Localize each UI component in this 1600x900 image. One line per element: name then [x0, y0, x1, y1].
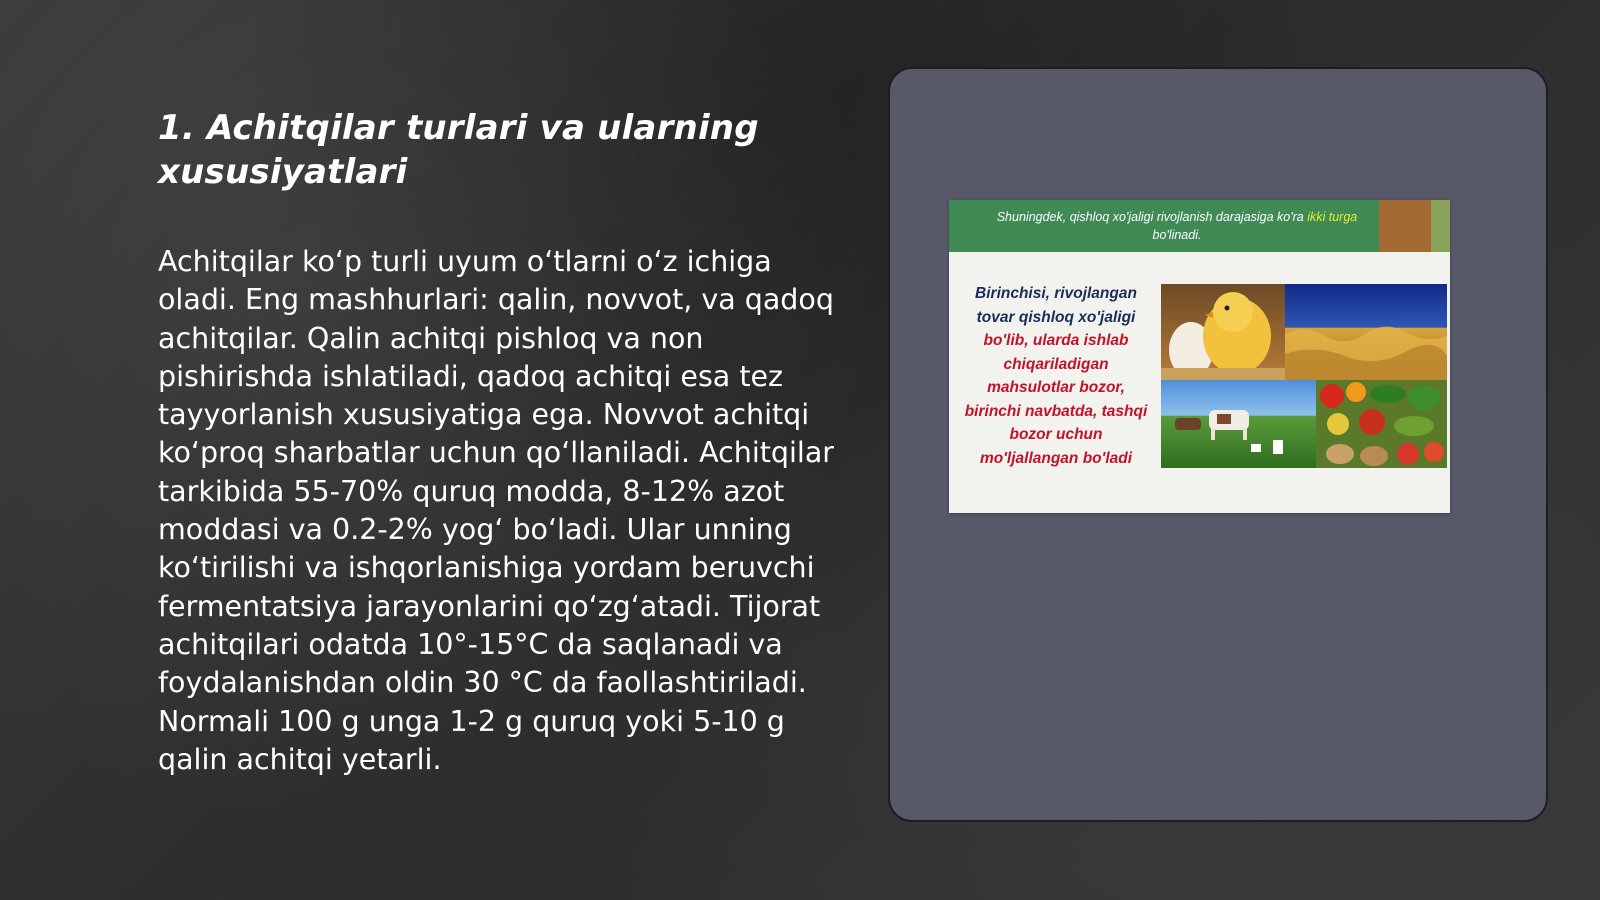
embedded-text-navy: Birinchisi, rivojlangan tovar qishloq xo'jaligi	[975, 285, 1137, 326]
embedded-header-highlight: ikki turga	[1307, 210, 1358, 224]
embedded-header-text-end: bo'linadi.	[1152, 228, 1202, 242]
embedded-header-text: Shuningdek, qishloq xo'jaligi rivojlanish darajasiga ko'ra	[996, 210, 1308, 224]
header-brown-block	[1379, 200, 1431, 252]
chick-photo	[1161, 284, 1285, 380]
embedded-text-red: bo'lib, ularda ishlab chiqariladigan mahsulotlar bozor, birinchi navbatda, tashqi bozor uchun mo'ljallangan bo'ladi	[964, 332, 1148, 467]
cows-pasture-photo	[1161, 380, 1316, 468]
embedded-slide-image	[949, 200, 1450, 513]
slide-body-text: Achitqilar ko‘p turli uyum o‘tlarni o‘z ichiga oladi. Eng mashhurlari: qalin, novvot, va qadoq achitqilar. Qalin achitqi pishloq va non pishirishda ishlatiladi, qadoq achitqi esa tez tayyorlanish xususiyatiga ega. Novvot achitqi ko‘proq sharbatlar uchun qo‘llaniladi. Achitqilar tarkibida 55-70% quruq modda, 8-12% azot moddasi va 0.2-2% yog‘ bo‘ladi. Ular unning ko‘tirilishi va ishqorlanishiga yordam beruvchi fermentatsiya jarayonlarini qo‘zg‘atadi. Tijorat achitqilari odatda 10°-15°C da saqlanadi va foydalanishdan oldin 30 °C da faollashtiriladi. Normali 100 g unga 1-2 g quruq yoki 5-10 g qalin achitqi yetarli.	[158, 245, 835, 776]
slide-title: 1. Achitqilar turlari va ularning xususiyatlari	[158, 108, 759, 192]
vegetables-photo	[1316, 380, 1447, 468]
embedded-slide-text	[961, 282, 1151, 470]
header-green-strip	[1431, 200, 1450, 252]
embedded-slide-header	[949, 200, 1379, 252]
wheat-field-photo	[1285, 284, 1447, 380]
